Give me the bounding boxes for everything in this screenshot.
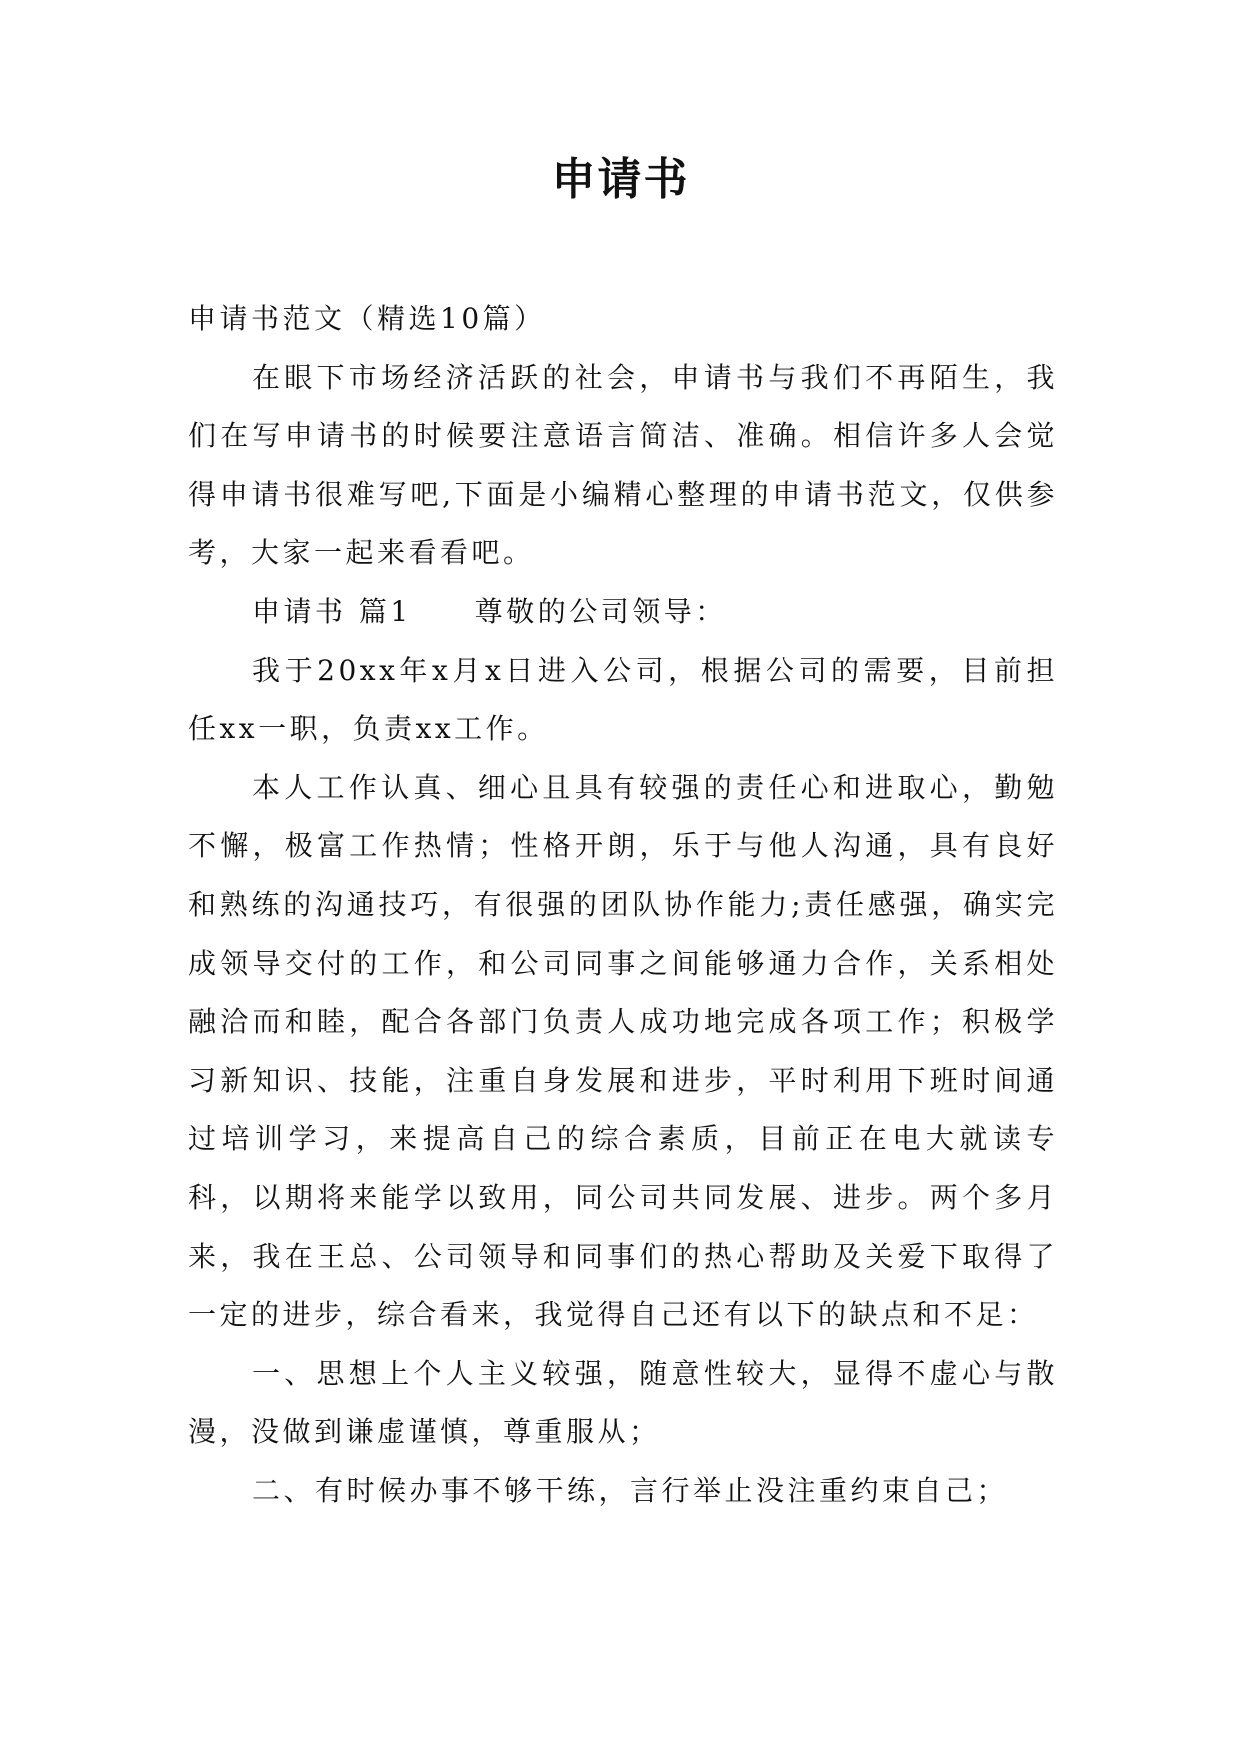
body-paragraph: 二、有时候办事不够干练，言行举止没注重约束自己；	[252, 1473, 1009, 1507]
section-heading: 申请书 篇1 尊敬的公司领导：	[252, 594, 727, 628]
document-title: 申请书	[551, 154, 690, 205]
body-paragraph: 我于20xx年x月x日进入公司，根据公司的需要，目前担任xx一职，负责xx工作。	[188, 653, 1058, 746]
document-subtitle: 申请书范文（精选10篇）	[188, 302, 546, 335]
document-body	[188, 290, 1058, 1520]
intro-paragraph: 在眼下市场经济活跃的社会，申请书与我们不再陌生，我们在写申请书的时候要注意语言简洁、准确。相信许多人会觉得申请书很难写吧,下面是小编精心整理的申请书范文，仅供参考，大家一起来看看吧。	[188, 360, 1058, 570]
body-paragraph: 一、思想上个人主义较强，随意性较大，显得不虚心与散漫，没做到谦虚谨慎，尊重服从；	[188, 1356, 1058, 1449]
body-paragraph: 本人工作认真、细心且具有较强的责任心和进取心，勤勉不懈，极富工作热情；性格开朗，乐于与他人沟通，具有良好和熟练的沟通技巧，有很强的团队协作能力;责任感强，确实完成领导交付的工作，和公司同事之间能够通力合作，关系相处融洽而和睦，配合各部门负责人成功地完成各项工作；积极学习新知识、技能，注重自身发展和进步，平时利用下班时间通过培训学习，来提高自己的综合素质，目前正在电大就读专科，以期将来能学以致用，同公司共同发展、进步。两个多月来，我在王总、公司领导和同事们的热心帮助及关爱下取得了一定的进步，综合看来，我觉得自己还有以下的缺点和不足：	[188, 770, 1058, 1332]
